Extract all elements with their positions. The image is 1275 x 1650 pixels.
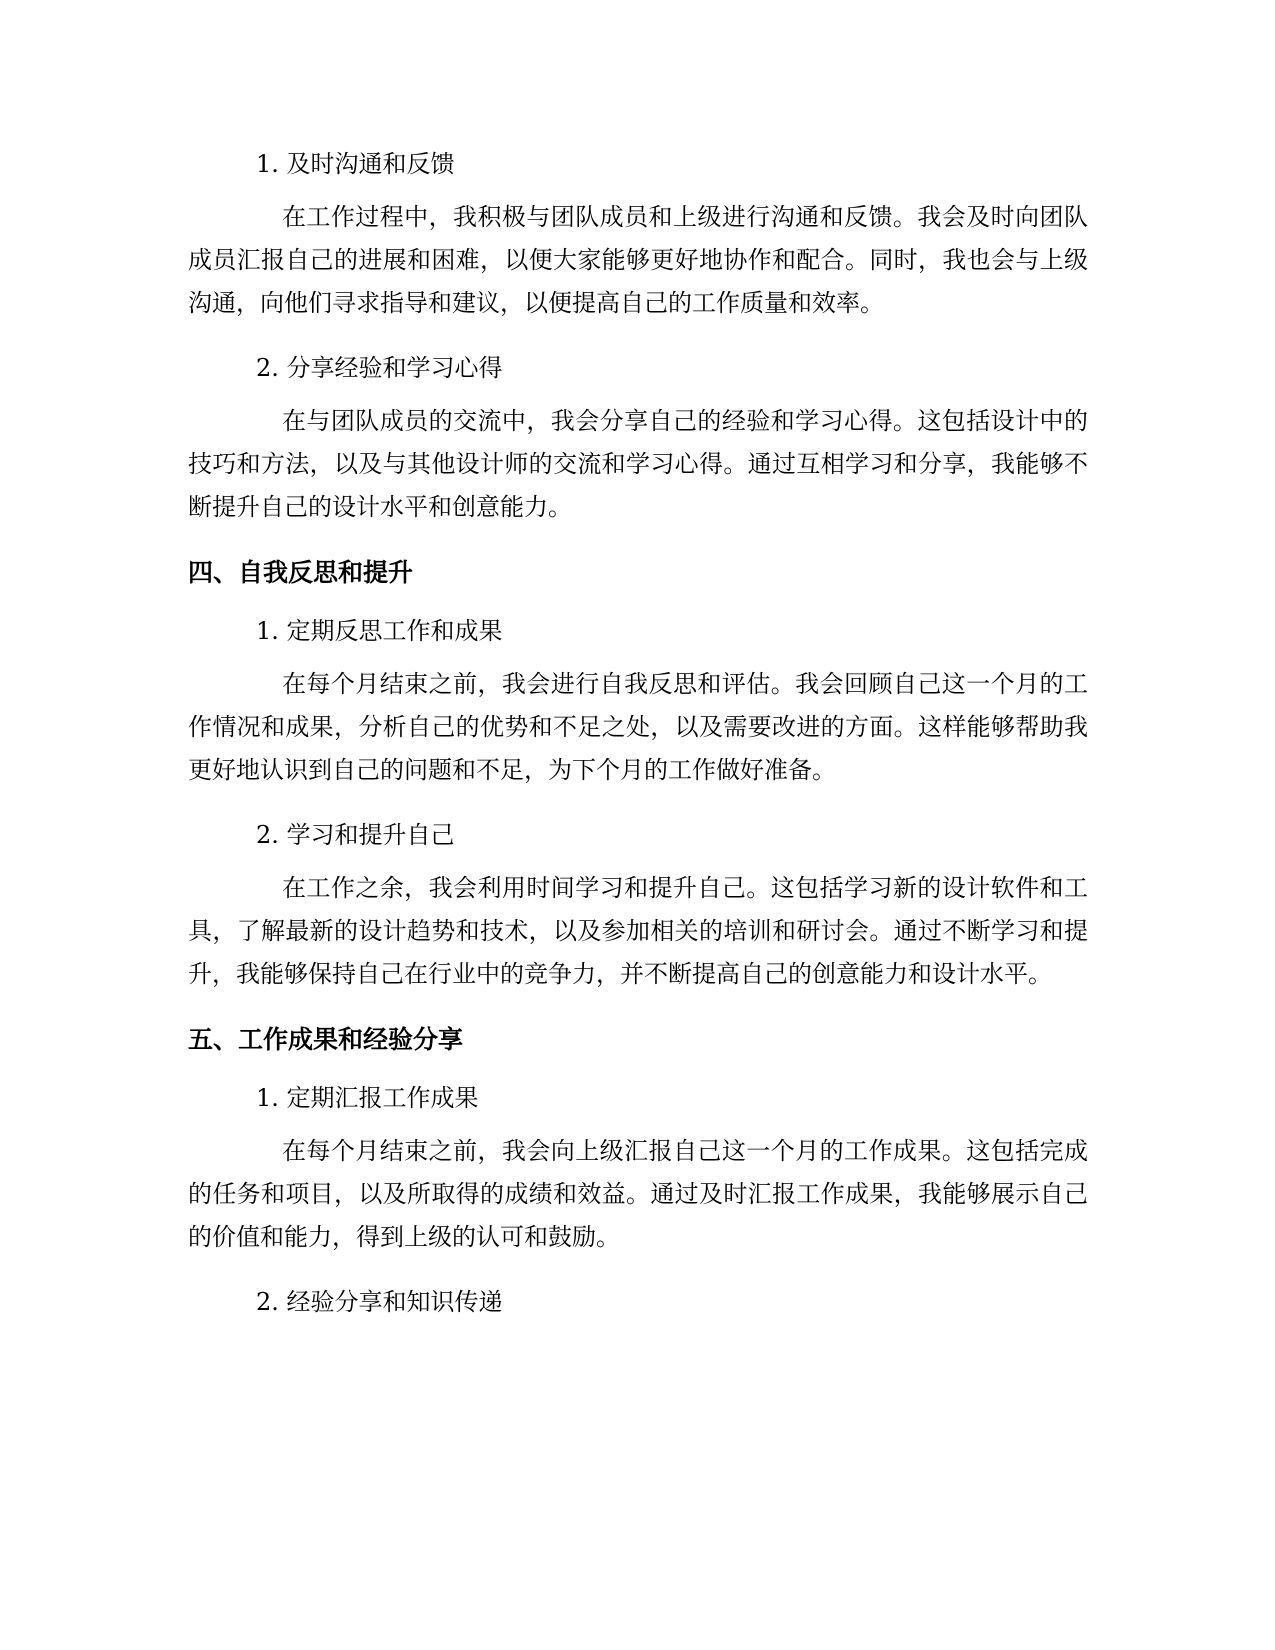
item-title-reporting: 1. 定期汇报工作成果 xyxy=(256,1084,479,1112)
item-title-learning: 2. 学习和提升自己 xyxy=(256,821,455,849)
item-title-communication: 1. 及时沟通和反馈 xyxy=(256,150,455,178)
item-title-sharing: 2. 分享经验和学习心得 xyxy=(256,354,503,382)
item-title-regular-reflection: 1. 定期反思工作和成果 xyxy=(256,617,503,645)
paragraph-sharing: 在与团队成员的交流中，我会分享自己的经验和学习心得。这包括设计中的技巧和方法，以及与其他设计师的交流和学习心得。通过互相学习和分享，我能够不断提升自己的设计水平和创意能力。 xyxy=(188,407,1088,521)
paragraph-communication: 在工作过程中，我积极与团队成员和上级进行沟通和反馈。我会及时向团队成员汇报自己的进展和困难，以便大家能够更好地协作和配合。同时，我也会与上级沟通，向他们寻求指导和建议，以便提高自己的工作质量和效率。 xyxy=(188,203,1088,317)
paragraph-reporting: 在每个月结束之前，我会向上级汇报自己这一个月的工作成果。这包括完成的任务和项目，以及所取得的成绩和效益。通过及时汇报工作成果，我能够展示自己的价值和能力，得到上级的认可和鼓励。 xyxy=(188,1137,1088,1251)
item-title-knowledge-transfer: 2. 经验分享和知识传递 xyxy=(256,1288,503,1316)
section-heading-reflection: 四、自我反思和提升 xyxy=(188,558,414,587)
paragraph-regular-reflection: 在每个月结束之前，我会进行自我反思和评估。我会回顾自己这一个月的工作情况和成果，分析自己的优势和不足之处，以及需要改进的方面。这样能够帮助我更好地认识到自己的问题和不足，为下个月的工作做好准备。 xyxy=(188,670,1088,784)
document-body xyxy=(188,143,1088,1334)
paragraph-learning: 在工作之余，我会利用时间学习和提升自己。这包括学习新的设计软件和工具，了解最新的设计趋势和技术，以及参加相关的培训和研讨会。通过不断学习和提升，我能够保持自己在行业中的竞争力，并不断提高自己的创意能力和设计水平。 xyxy=(188,874,1088,988)
section-heading-results: 五、工作成果和经验分享 xyxy=(188,1025,464,1054)
